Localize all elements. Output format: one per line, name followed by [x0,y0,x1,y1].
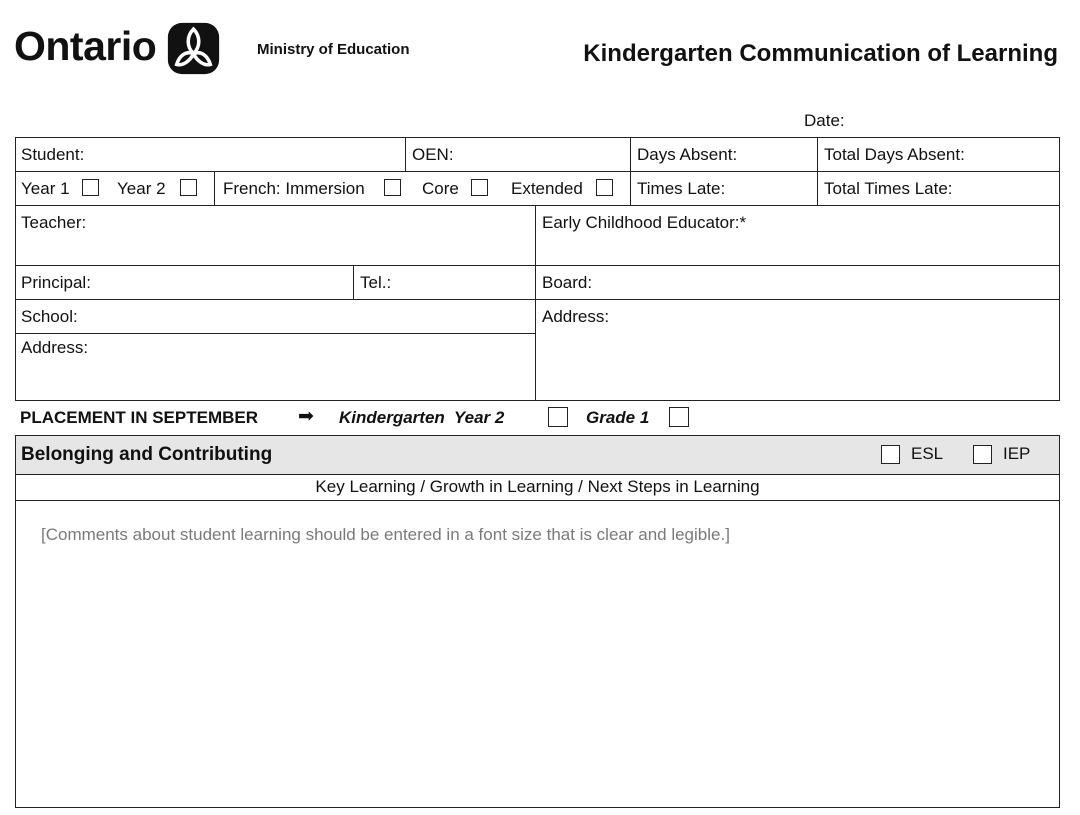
core-checkbox[interactable] [471,179,488,196]
column-divider [535,205,536,401]
section-title: Belonging and Contributing [21,444,273,465]
year1-checkbox[interactable] [82,179,99,196]
iep-label: IEP [1003,444,1031,463]
row-divider [15,171,1060,172]
placement-label: PLACEMENT IN SEPTEMBER [20,408,259,427]
year2-checkbox[interactable] [180,179,197,196]
comments-textarea[interactable] [15,500,1060,808]
times-late-field[interactable]: Times Late: [637,179,726,198]
total-days-absent-field[interactable]: Total Days Absent: [824,145,965,164]
extended-label: Extended [511,179,583,198]
school-field[interactable]: School: [21,307,78,326]
student-info-table [15,137,1060,401]
oen-field[interactable]: OEN: [412,145,454,164]
column-divider [214,171,215,205]
teacher-field[interactable]: Teacher: [21,213,87,232]
early-childhood-educator-field[interactable]: Early Childhood Educator:* [542,213,747,232]
french-immersion-label: French: Immersion [223,179,365,198]
column-divider [353,265,354,299]
date-label[interactable]: Date: [804,111,845,130]
column-divider [817,137,818,205]
french-immersion-checkbox[interactable] [384,179,401,196]
board-address-field[interactable]: Address: [542,307,610,326]
row-divider [15,299,1060,300]
arrow-right-icon: ➡ [298,406,314,427]
esl-checkbox[interactable] [881,445,900,464]
section-subheader: Key Learning / Growth in Learning / Next Steps in Learning [15,474,1060,501]
comments-placeholder: [Comments about student learning should be entered in a font size that is clear and legible.] [41,525,730,544]
year2-label: Year 2 [117,179,166,198]
trillium-icon [167,22,220,75]
column-divider [630,137,631,205]
iep-checkbox[interactable] [973,445,992,464]
year1-label: Year 1 [21,179,70,198]
board-field[interactable]: Board: [542,273,593,292]
core-label: Core [422,179,459,198]
row-divider [15,205,1060,206]
days-absent-field[interactable]: Days Absent: [637,145,738,164]
column-divider [405,137,406,171]
total-times-late-field[interactable]: Total Times Late: [824,179,953,198]
principal-field[interactable]: Principal: [21,273,91,292]
grade1-checkbox[interactable] [669,407,689,427]
kindergarten-year2-label: Kindergarten Year 2 [339,408,505,427]
grade1-label: Grade 1 [586,408,650,427]
form-title: Kindergarten Communication of Learning [583,40,1058,67]
student-field[interactable]: Student: [21,145,85,164]
ontario-wordmark: Ontario [14,23,157,69]
extended-checkbox[interactable] [596,179,613,196]
school-address-field[interactable]: Address: [21,338,89,357]
kindergarten-year2-checkbox[interactable] [548,407,568,427]
esl-label: ESL [911,444,944,463]
row-divider [15,333,535,334]
ministry-name: Ministry of Education [257,41,410,58]
row-divider [15,265,1060,266]
telephone-field[interactable]: Tel.: [360,273,392,292]
